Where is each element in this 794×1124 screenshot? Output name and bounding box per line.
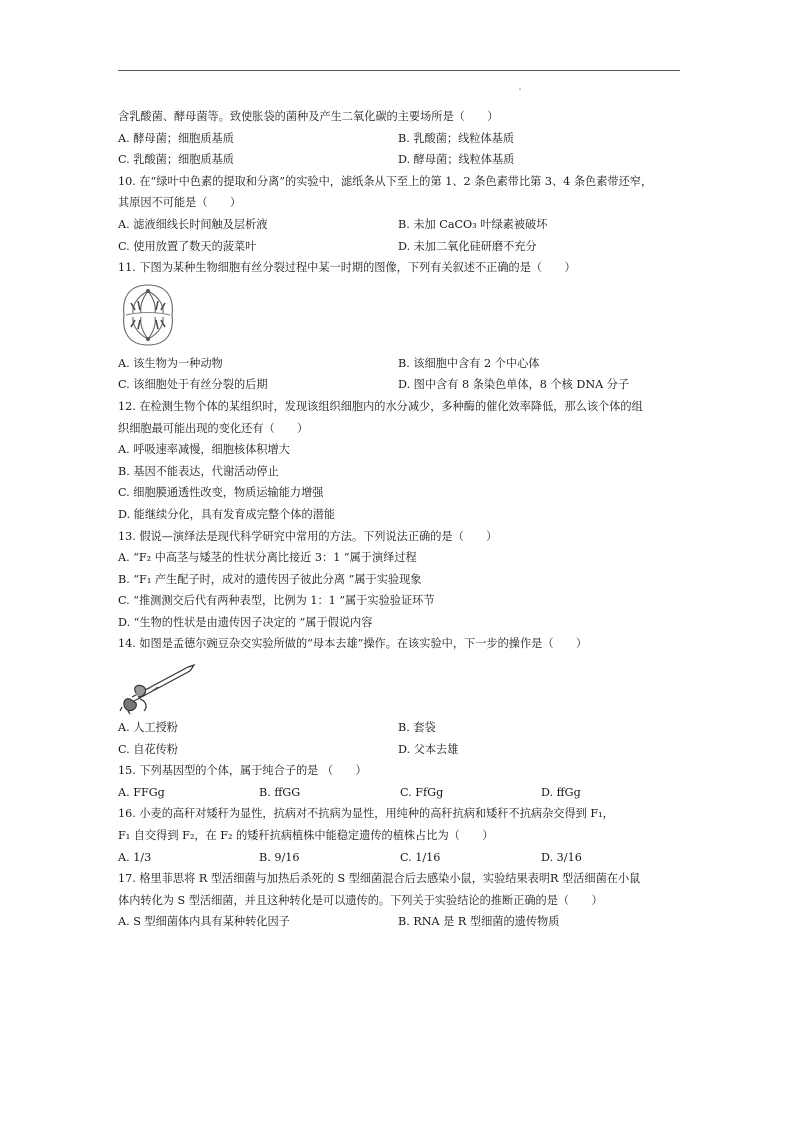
q9-options-row-1	[118, 128, 682, 150]
q11-option-b[interactable]: B. 该细胞中含有 2 个中心体	[398, 356, 540, 370]
q9-option-a[interactable]: A. 酵母菌；细胞质基质	[118, 131, 234, 145]
q12-option-a[interactable]: A. 呼吸速率减慢，细胞核体积增大	[118, 443, 290, 457]
q9-option-b[interactable]: B. 乳酸菌；线粒体基质	[398, 131, 515, 145]
q12-stem-1: 12. 在检测生物个体的某组织时，发现该组织细胞内的水分减少，多种酶的催化效率降低，那么该个体的组	[118, 399, 643, 413]
q11-option-c[interactable]: C. 该细胞处于有丝分裂的后期	[118, 378, 268, 392]
q14-stem-1: 14. 如图是孟德尔豌豆杂交实验所做的“母本去雄”操作。在该实验中，下一步的操作是（ ）	[118, 637, 588, 651]
q9-option-d[interactable]: D. 酵母菌；线粒体基质	[398, 153, 515, 167]
q16-option-a[interactable]: A. 1/3	[118, 850, 152, 864]
q15-options-row	[118, 782, 682, 804]
q10-option-d[interactable]: D. 未加二氧化硅研磨不充分	[398, 239, 537, 253]
q17-stem-2: 体内转化为 S 型活细菌，并且这种转化是可以遗传的。下列关于实验结论的推断正确的是（ ）	[118, 893, 603, 907]
q14-option-a[interactable]: A. 人工授粉	[118, 721, 178, 735]
q12-option-d[interactable]: D. 能继续分化，具有发育成完整个体的潜能	[118, 507, 336, 521]
header-rule	[118, 70, 680, 71]
q14-options-row-2	[118, 739, 682, 761]
q10-option-c[interactable]: C. 使用放置了数天的菠菜叶	[118, 239, 257, 253]
q15-option-d[interactable]: D. ffGg	[541, 785, 581, 799]
q14-option-c[interactable]: C. 自花传粉	[118, 742, 179, 756]
q10-option-b[interactable]: B. 未加 CaCO₃ 叶绿素被破坏	[398, 217, 548, 231]
exam-content	[118, 106, 682, 933]
q14-option-d[interactable]: D. 父本去雄	[398, 742, 459, 756]
q17-option-b[interactable]: B. RNA 是 R 型细菌的遗传物质	[398, 915, 560, 929]
q10-option-a[interactable]: A. 滤液细线长时间触及层析液	[118, 217, 268, 231]
q16-option-d[interactable]: D. 3/16	[541, 850, 582, 864]
q15-option-a[interactable]: A. FFGg	[118, 785, 165, 799]
mitosis-cell-figure	[118, 281, 682, 349]
q11-option-a[interactable]: A. 该生物为一种动物	[118, 356, 223, 370]
q16-option-c[interactable]: C. 1/16	[400, 850, 441, 864]
q10-stem-2: 其原因不可能是（ ）	[118, 196, 242, 210]
q10-options-row-1	[118, 214, 682, 236]
emasculation-figure	[118, 657, 682, 715]
q11-options-row-1	[118, 353, 682, 375]
q10-options-row-2	[118, 236, 682, 258]
q17-stem-1: 17. 格里菲思将 R 型活细菌与加热后杀死的 S 型细菌混合后去感染小鼠，实验结果表明R 型活细菌在小鼠	[118, 872, 641, 886]
q13-option-a[interactable]: A. “F₂ 中高茎与矮茎的性状分离比接近 3：1 ”属于演绎过程	[118, 551, 417, 565]
q12-option-c[interactable]: C. 细胞膜通透性改变，物质运输能力增强	[118, 486, 324, 500]
q10-stem-1: 10. 在“绿叶中色素的提取和分离”的实验中，滤纸条从下至上的第 1、2 条色素带比第 3、4 条色素带还窄，	[118, 174, 653, 188]
q13-stem-1: 13. 假说—演绎法是现代科学研究中常用的方法。下列说法正确的是（ ）	[118, 529, 498, 543]
q9-option-c[interactable]: C. 乳酸菌；细胞质基质	[118, 153, 234, 167]
q13-option-c[interactable]: C. “推测测交后代有两种表型，比例为 1：1 ”属于实验验证环节	[118, 594, 435, 608]
q11-options-row-2	[118, 374, 682, 396]
q16-stem-2: F₁ 自交得到 F₂，在 F₂ 的矮秆抗病植株中能稳定遗传的植株占比为（ ）	[118, 829, 494, 843]
scan-speck	[519, 88, 521, 90]
q16-stem-1: 16. 小麦的高秆对矮秆为显性，抗病对不抗病为显性，用纯种的高秆抗病和矮秆不抗病杂交得到 F₁，	[118, 807, 614, 821]
intro-line: 含乳酸菌、酵母菌等。致使胀袋的菌种及产生二氧化碳的主要场所是（ ）	[118, 110, 499, 123]
q17-options-row-1	[118, 911, 682, 933]
q12-option-b[interactable]: B. 基因不能表达，代谢活动停止	[118, 464, 279, 478]
q11-stem-1: 11. 下图为某种生物细胞有丝分裂过程中某一时期的图像，下列有关叙述不正确的是（ ）	[118, 261, 576, 275]
tweezers-flower-illustration	[118, 657, 198, 715]
q16-options-row	[118, 847, 682, 869]
q16-option-b[interactable]: B. 9/16	[259, 850, 300, 864]
q15-stem-1: 15. 下列基因型的个体，属于纯合子的是 （ ）	[118, 764, 367, 778]
q12-stem-2: 织细胞最可能出现的变化还有（ ）	[118, 421, 309, 435]
q15-option-c[interactable]: C. FfGg	[400, 785, 444, 799]
q17-option-a[interactable]: A. S 型细菌体内具有某种转化因子	[118, 915, 290, 929]
q13-option-b[interactable]: B. “F₁ 产生配子时，成对的遗传因子彼此分离 ”属于实验现象	[118, 572, 422, 586]
q13-option-d[interactable]: D. “生物的性状是由遗传因子决定的 ”属于假说内容	[118, 615, 373, 629]
q14-options-row-1	[118, 717, 682, 739]
q11-option-d[interactable]: D. 图中含有 8 条染色单体，8 个核 DNA 分子	[398, 378, 630, 392]
q14-option-b[interactable]: B. 套袋	[398, 721, 436, 735]
cell-division-illustration	[118, 281, 178, 349]
q9-options-row-2	[118, 149, 682, 171]
q15-option-b[interactable]: B. ffGG	[259, 785, 301, 799]
